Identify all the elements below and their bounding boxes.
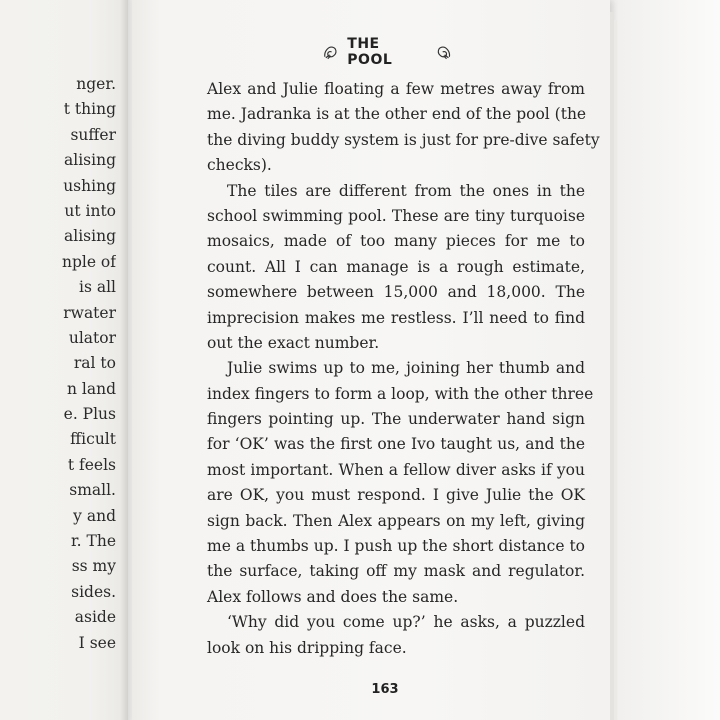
left-text-line: aside: [74, 608, 116, 627]
text-line: me a thumbs up. I push up the short distance to: [207, 537, 585, 556]
text-line: index fingers to form a loop, with the other three: [207, 384, 594, 403]
text-line: the surface, taking off my mask and regulator.: [207, 562, 585, 581]
text-line: somewhere between 15,000 and 18,000. The: [207, 283, 585, 302]
chapter-title: THE POOL: [347, 36, 393, 68]
text-line: me. Jadranka is at the other end of the pool (the: [207, 105, 587, 124]
left-page: [0, 0, 128, 720]
text-line: imprecision makes me restless. I’ll need to find: [207, 308, 585, 327]
seashell-ornament-left-icon: [322, 43, 339, 61]
text-line: school swimming pool. These are tiny turquoise: [207, 206, 585, 225]
left-text-line: ral to: [73, 354, 116, 373]
text-line: for ‘OK’ was the first one Ivo taught us, and the: [207, 435, 585, 454]
left-text-line: ss my: [71, 557, 116, 576]
text-line: Alex and Julie floating a few metres away from: [207, 80, 585, 98]
left-text-line: alising: [64, 151, 116, 170]
left-text-line: I see: [78, 633, 116, 652]
text-line: Alex follows and does the same.: [207, 587, 459, 606]
text-line: out the exact number.: [207, 333, 380, 352]
left-text-line: t thing: [63, 100, 116, 119]
seashell-ornament-right-icon: [435, 43, 452, 61]
text-line: Julie swims up to me, joining her thumb and: [227, 359, 585, 378]
left-text-line: t feels: [67, 455, 116, 474]
left-page-text: [0, 72, 116, 656]
left-text-line: nger.: [76, 75, 116, 93]
text-line: sign back. Then Alex appears on my left, giving: [207, 511, 585, 530]
page-number: 163: [371, 682, 399, 697]
left-text-line: nple of: [61, 252, 116, 271]
left-text-line: fficult: [70, 430, 116, 449]
text-line: the diving buddy system is just for pre-dive safety: [207, 130, 600, 149]
text-line: fingers pointing up. The underwater hand sign: [207, 410, 585, 429]
left-text-line: ut into: [64, 201, 116, 220]
left-text-line: ulator: [68, 328, 116, 347]
text-line: The tiles are different from the ones in the: [227, 181, 585, 200]
running-header: [322, 36, 452, 68]
left-text-line: is all: [79, 278, 116, 297]
left-text-line: r. The: [70, 532, 116, 551]
text-line: look on his dripping face.: [207, 638, 407, 657]
text-line: ‘Why did you come up?’ he asks, a puzzled: [227, 613, 585, 632]
text-line: count. All I can manage is a rough estimate,: [207, 257, 585, 276]
text-line: most important. When a fellow diver asks if you: [207, 460, 585, 479]
left-text-line: sides.: [71, 582, 116, 601]
background: [600, 0, 720, 720]
text-line: mosaics, made of too many pieces for me to: [207, 232, 585, 251]
left-text-line: e. Plus: [63, 405, 116, 424]
body-text: [207, 77, 600, 661]
left-text-line: suffer: [70, 125, 116, 144]
left-text-line: ushing: [63, 176, 116, 195]
left-text-line: y and: [73, 506, 116, 525]
text-line: checks).: [207, 156, 272, 175]
text-line: are OK, you must respond. I give Julie the OK: [207, 486, 585, 505]
left-text-line: alising: [64, 227, 116, 246]
left-text-line: n land: [66, 379, 116, 398]
page-edge: [614, 20, 617, 720]
left-text-line: small.: [69, 481, 116, 500]
left-text-line: rwater: [63, 303, 116, 322]
